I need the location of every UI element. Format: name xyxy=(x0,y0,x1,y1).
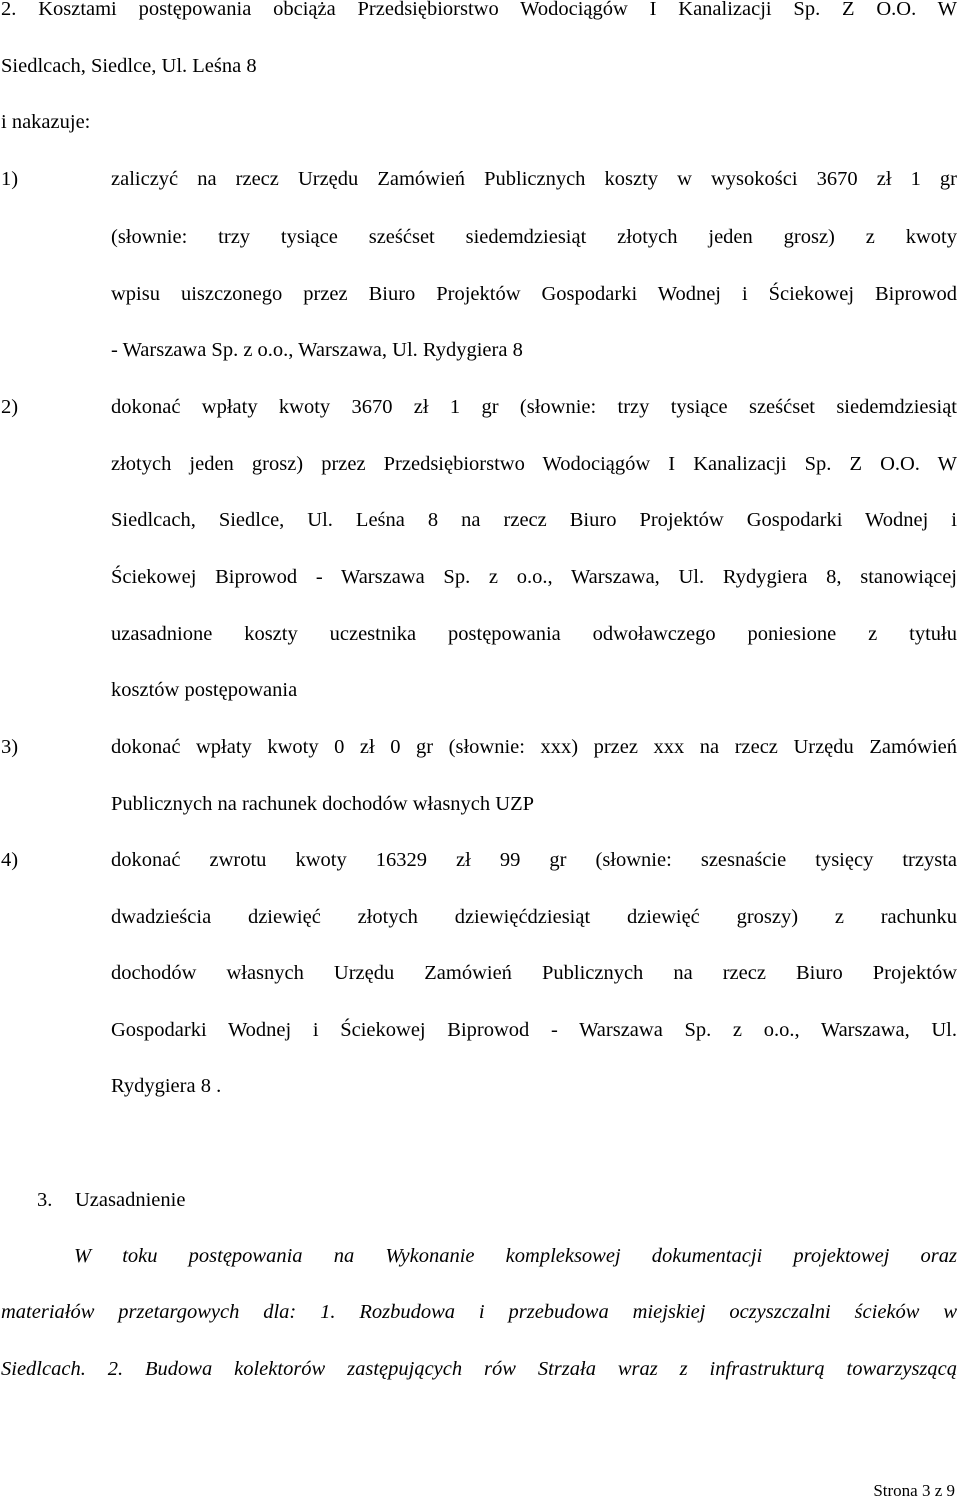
order-1-line-2: (słownie: trzy tysiące sześćset siedemdziesiąt złotych jeden grosz) z kwoty xyxy=(111,226,957,248)
page-number: Strona 3 z 9 xyxy=(873,1481,955,1500)
order-3-number: 3) xyxy=(1,736,19,758)
order-4-line-3: dochodów własnych Urzędu Zamówień Publicznych na rzecz Biuro Projektów xyxy=(111,962,957,984)
section-3-title: Uzasadnienie xyxy=(75,1189,186,1211)
order-2-line-6: kosztów postępowania xyxy=(111,679,298,701)
orders-intro: i nakazuje: xyxy=(1,111,91,133)
section-3-number: 3. xyxy=(37,1189,53,1211)
item2-line-1: 2. Kosztami postępowania obciąża Przedsiębiorstwo Wodociągów I Kanalizacji Sp. Z O.O. W xyxy=(1,0,957,20)
order-4-line-4: Gospodarki Wodnej i Ściekowej Biprowod - Warszawa Sp. z o.o., Warszawa, Ul. xyxy=(111,1019,957,1041)
order-2-line-4: Ściekowej Biprowod - Warszawa Sp. z o.o., Warszawa, Ul. Rydygiera 8, stanowiącej xyxy=(111,566,957,588)
order-4-line-5: Rydygiera 8 . xyxy=(111,1075,222,1097)
order-1-line-1: zaliczyć na rzecz Urzędu Zamówień Publicznych koszty w wysokości 3670 zł 1 gr xyxy=(111,168,957,190)
order-3-line-2: Publicznych na rachunek dochodów własnych UZP xyxy=(111,793,534,815)
item2-line-2: Siedlcach, Siedlce, Ul. Leśna 8 xyxy=(1,55,257,77)
order-1-line-4: - Warszawa Sp. z o.o., Warszawa, Ul. Rydygiera 8 xyxy=(111,339,523,361)
order-2-line-1: dokonać wpłaty kwoty 3670 zł 1 gr (słownie: trzy tysiące sześćset siedemdziesiąt xyxy=(111,396,957,418)
order-4-line-1: dokonać zwrotu kwoty 16329 zł 99 gr (słownie: szesnaście tysięcy trzysta xyxy=(111,849,957,871)
justification-line-2: materiałów przetargowych dla: 1. Rozbudowa i przebudowa miejskiej oczyszczalni ścieków w xyxy=(1,1301,957,1323)
order-2-line-2: złotych jeden grosz) przez Przedsiębiorstwo Wodociągów I Kanalizacji Sp. Z O.O. W xyxy=(111,453,957,475)
order-3-line-1: dokonać wpłaty kwoty 0 zł 0 gr (słownie: xxx) przez xxx na rzecz Urzędu Zamówień xyxy=(111,736,957,758)
order-2-line-5: uzasadnione koszty uczestnika postępowania odwoławczego poniesione z tytułu xyxy=(111,623,957,645)
order-1-number: 1) xyxy=(1,168,19,190)
order-1-line-3: wpisu uiszczonego przez Biuro Projektów Gospodarki Wodnej i Ściekowej Biprowod xyxy=(111,283,957,305)
justification-line-1: W toku postępowania na Wykonanie kompleksowej dokumentacji projektowej oraz xyxy=(74,1245,957,1267)
order-2-line-3: Siedlcach, Siedlce, Ul. Leśna 8 na rzecz Biuro Projektów Gospodarki Wodnej i xyxy=(111,509,957,531)
order-4-number: 4) xyxy=(1,849,19,871)
justification-line-3: Siedlcach. 2. Budowa kolektorów zastępujących rów Strzała wraz z infrastrukturą towarzyszącą xyxy=(1,1358,957,1380)
order-2-number: 2) xyxy=(1,396,19,418)
order-4-line-2: dwadzieścia dziewięć złotych dziewięćdziesiąt dziewięć groszy) z rachunku xyxy=(111,906,957,928)
